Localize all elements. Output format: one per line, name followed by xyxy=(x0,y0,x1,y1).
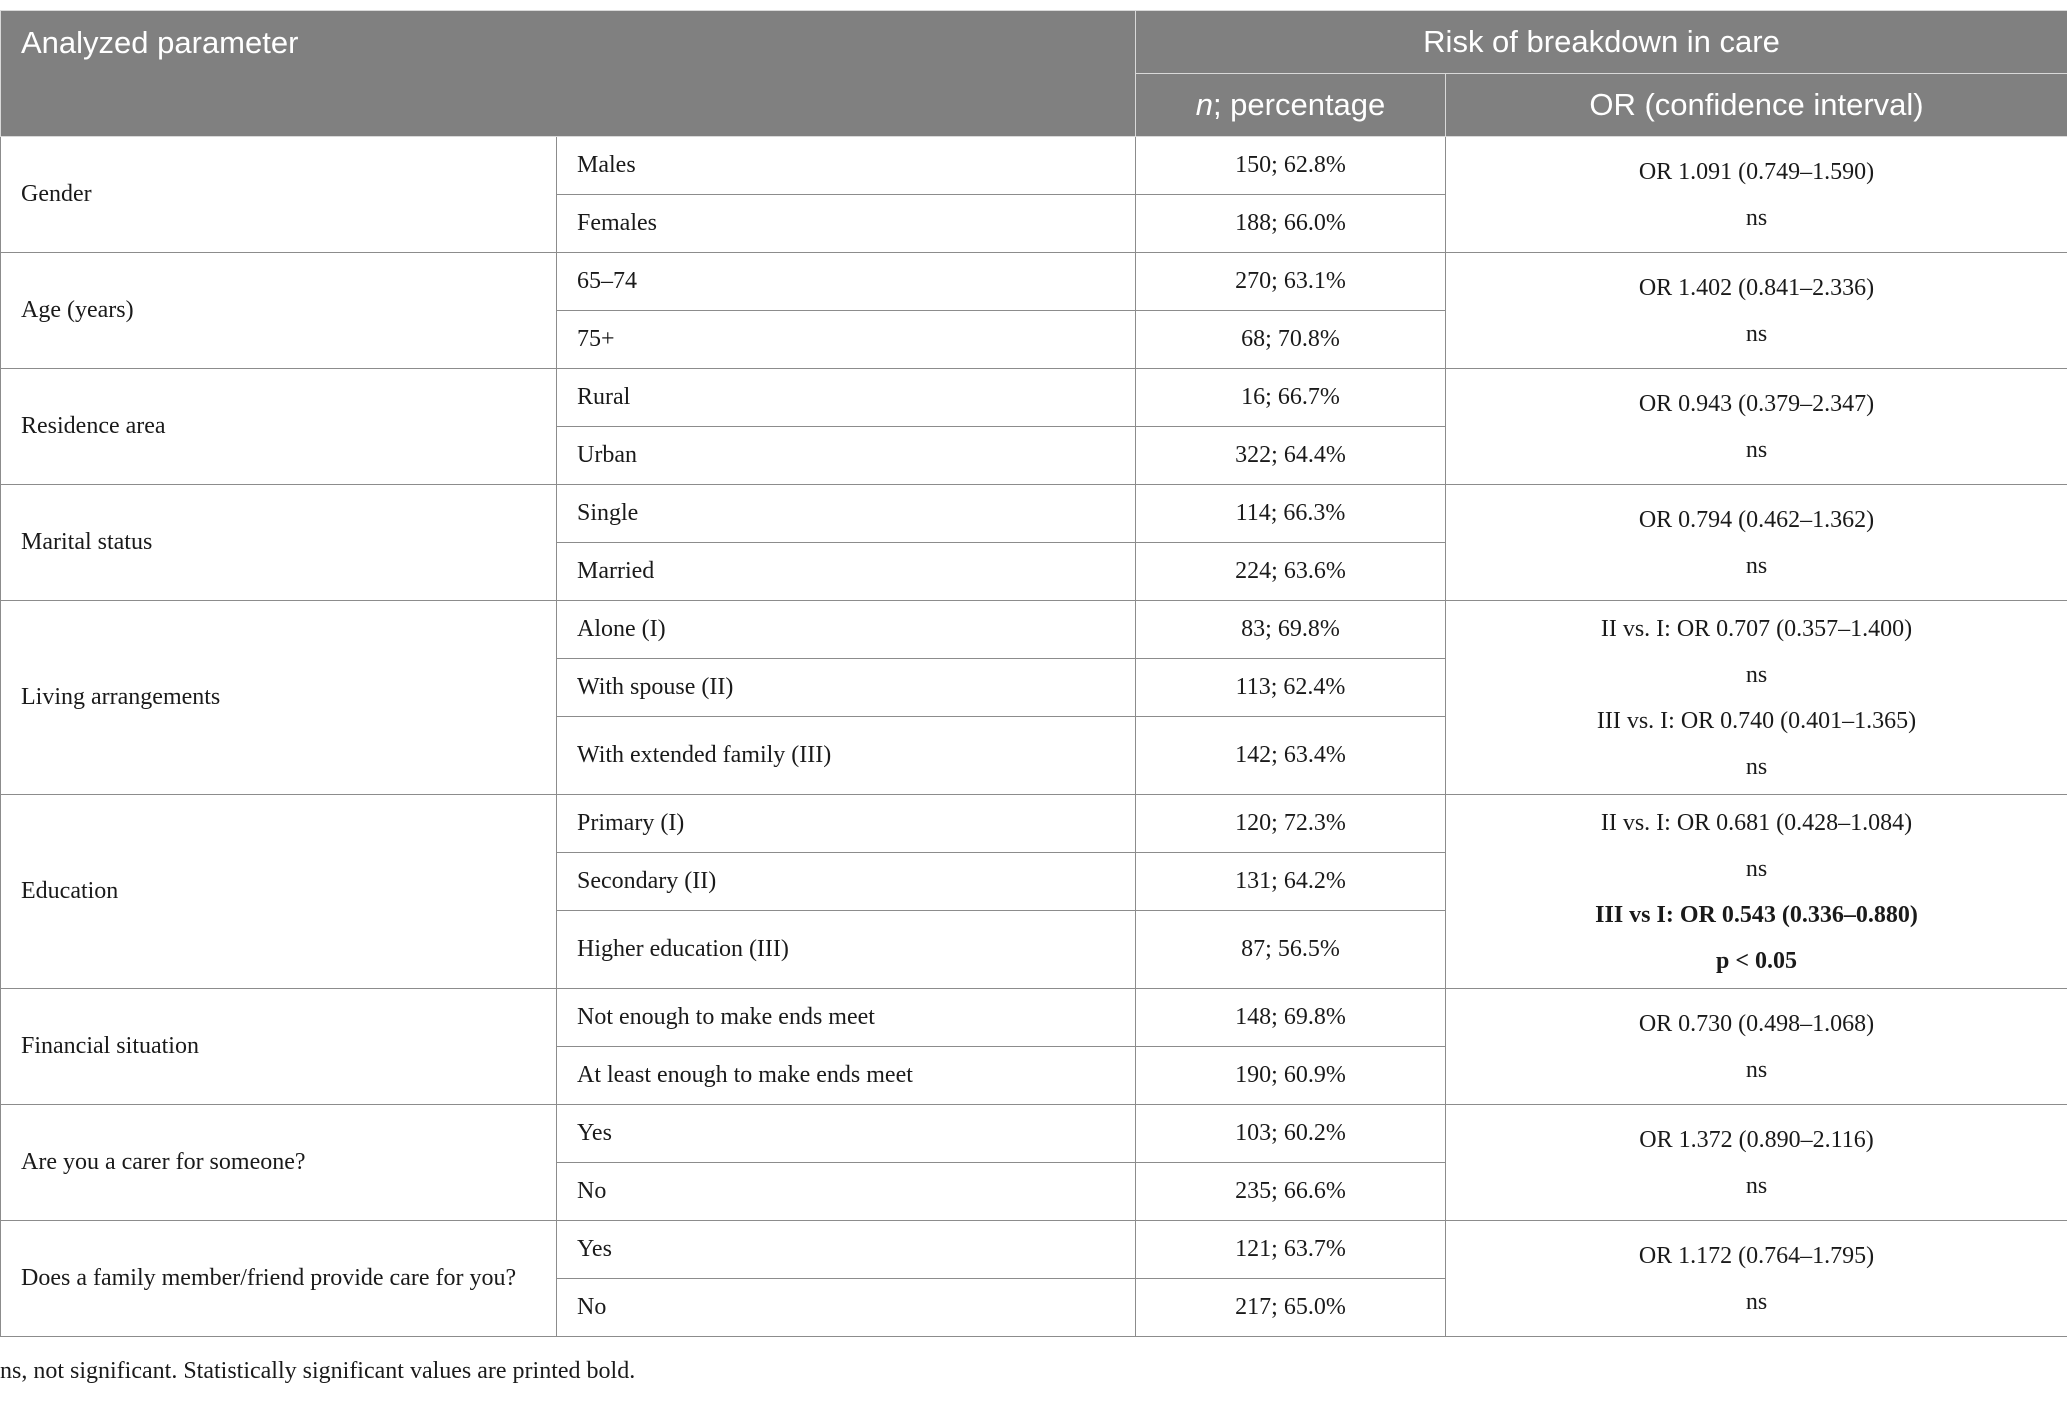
odds-ratio-value: III vs I: OR 0.543 (0.336–0.880) xyxy=(1595,901,1918,928)
odds-ratio-cell xyxy=(1446,989,2067,1105)
odds-ratio-value: II vs. I: OR 0.707 (0.357–1.400) xyxy=(1600,615,1913,642)
n-percentage-cell: 322; 64.4% xyxy=(1136,427,1446,485)
n-percentage-cell: 83; 69.8% xyxy=(1136,601,1446,659)
header-n-label: n xyxy=(1195,87,1213,122)
table-row xyxy=(1,485,2067,543)
significance-label: ns xyxy=(1745,1172,1768,1199)
odds-ratio-cell xyxy=(1446,369,2067,485)
parameter-cell: Are you a carer for someone? xyxy=(1,1105,557,1221)
n-percentage-cell: 188; 66.0% xyxy=(1136,195,1446,253)
n-percentage-cell: 87; 56.5% xyxy=(1136,911,1446,989)
category-cell: Secondary (II) xyxy=(557,853,1136,911)
header-n-percentage xyxy=(1136,74,1446,137)
category-cell: With extended family (III) xyxy=(557,717,1136,795)
category-cell: Yes xyxy=(557,1105,1136,1163)
table-row xyxy=(1,795,2067,853)
n-percentage-cell: 270; 63.1% xyxy=(1136,253,1446,311)
n-percentage-cell: 114; 66.3% xyxy=(1136,485,1446,543)
parameter-cell: Age (years) xyxy=(1,253,557,369)
category-cell: No xyxy=(557,1279,1136,1337)
header-analyzed-parameter: Analyzed parameter xyxy=(1,11,1136,137)
category-cell: Males xyxy=(557,137,1136,195)
n-percentage-cell: 68; 70.8% xyxy=(1136,311,1446,369)
parameter-cell: Living arrangements xyxy=(1,601,557,795)
n-percentage-cell: 142; 63.4% xyxy=(1136,717,1446,795)
category-cell: Rural xyxy=(557,369,1136,427)
significance-label: ns xyxy=(1745,855,1768,882)
n-percentage-cell: 217; 65.0% xyxy=(1136,1279,1446,1337)
table-row xyxy=(1,989,2067,1047)
odds-ratio-value: OR 1.372 (0.890–2.116) xyxy=(1639,1126,1874,1153)
category-cell: Married xyxy=(557,543,1136,601)
table-container xyxy=(0,10,2067,1337)
table-row xyxy=(1,369,2067,427)
odds-ratio-value: OR 1.402 (0.841–2.336) xyxy=(1638,274,1875,301)
n-percentage-cell: 148; 69.8% xyxy=(1136,989,1446,1047)
significance-label: ns xyxy=(1745,320,1768,347)
category-cell: Urban xyxy=(557,427,1136,485)
odds-ratio-value: OR 0.794 (0.462–1.362) xyxy=(1638,506,1875,533)
n-percentage-cell: 16; 66.7% xyxy=(1136,369,1446,427)
category-cell: Yes xyxy=(557,1221,1136,1279)
parameter-cell: Education xyxy=(1,795,557,989)
table-row xyxy=(1,601,2067,659)
n-percentage-cell: 121; 63.7% xyxy=(1136,1221,1446,1279)
odds-ratio-cell xyxy=(1446,137,2067,253)
odds-ratio-cell xyxy=(1446,1105,2067,1221)
significance-label: ns xyxy=(1745,552,1768,579)
category-cell: Single xyxy=(557,485,1136,543)
category-cell: Alone (I) xyxy=(557,601,1136,659)
odds-ratio-cell xyxy=(1446,601,2067,795)
n-percentage-cell: 190; 60.9% xyxy=(1136,1047,1446,1105)
significance-label: ns xyxy=(1745,1288,1768,1315)
parameter-cell: Residence area xyxy=(1,369,557,485)
header-or-ci: OR (confidence interval) xyxy=(1446,74,2067,137)
odds-ratio-cell xyxy=(1446,1221,2067,1337)
header-risk-group: Risk of breakdown in care xyxy=(1136,11,2067,74)
category-cell: Females xyxy=(557,195,1136,253)
significance-label: ns xyxy=(1745,1056,1768,1083)
odds-ratio-value: OR 0.943 (0.379–2.347) xyxy=(1638,390,1875,417)
table-body xyxy=(1,137,2067,1337)
n-percentage-cell: 103; 60.2% xyxy=(1136,1105,1446,1163)
table-row xyxy=(1,1221,2067,1279)
n-percentage-cell: 224; 63.6% xyxy=(1136,543,1446,601)
results-table xyxy=(0,10,2067,1337)
parameter-cell: Marital status xyxy=(1,485,557,601)
table-row xyxy=(1,253,2067,311)
significance-label: p < 0.05 xyxy=(1715,947,1798,974)
category-cell: With spouse (II) xyxy=(557,659,1136,717)
odds-ratio-cell xyxy=(1446,795,2067,989)
table-footnote: ns, not significant. Statistically significant values are printed bold. xyxy=(0,1358,636,1384)
odds-ratio-value: III vs. I: OR 0.740 (0.401–1.365) xyxy=(1596,707,1917,734)
n-percentage-cell: 235; 66.6% xyxy=(1136,1163,1446,1221)
category-cell: 75+ xyxy=(557,311,1136,369)
n-percentage-cell: 120; 72.3% xyxy=(1136,795,1446,853)
parameter-cell: Financial situation xyxy=(1,989,557,1105)
category-cell: Primary (I) xyxy=(557,795,1136,853)
odds-ratio-value: OR 1.172 (0.764–1.795) xyxy=(1638,1242,1875,1269)
odds-ratio-cell xyxy=(1446,485,2067,601)
odds-ratio-cell xyxy=(1446,253,2067,369)
n-percentage-cell: 113; 62.4% xyxy=(1136,659,1446,717)
category-cell: At least enough to make ends meet xyxy=(557,1047,1136,1105)
odds-ratio-value: II vs. I: OR 0.681 (0.428–1.084) xyxy=(1600,809,1913,836)
significance-label: ns xyxy=(1745,753,1768,780)
category-cell: Not enough to make ends meet xyxy=(557,989,1136,1047)
header-percentage-label: ; percentage xyxy=(1212,87,1386,122)
table-row xyxy=(1,137,2067,195)
category-cell: Higher education (III) xyxy=(557,911,1136,989)
parameter-cell: Does a family member/friend provide care for you? xyxy=(1,1221,557,1337)
odds-ratio-value: OR 1.091 (0.749–1.590) xyxy=(1638,158,1875,185)
category-cell: No xyxy=(557,1163,1136,1221)
table-row xyxy=(1,1105,2067,1163)
significance-label: ns xyxy=(1745,436,1768,463)
category-cell: 65–74 xyxy=(557,253,1136,311)
n-percentage-cell: 150; 62.8% xyxy=(1136,137,1446,195)
parameter-cell: Gender xyxy=(1,137,557,253)
odds-ratio-value: OR 0.730 (0.498–1.068) xyxy=(1638,1010,1875,1037)
n-percentage-cell: 131; 64.2% xyxy=(1136,853,1446,911)
significance-label: ns xyxy=(1745,204,1768,231)
significance-label: ns xyxy=(1745,661,1768,688)
